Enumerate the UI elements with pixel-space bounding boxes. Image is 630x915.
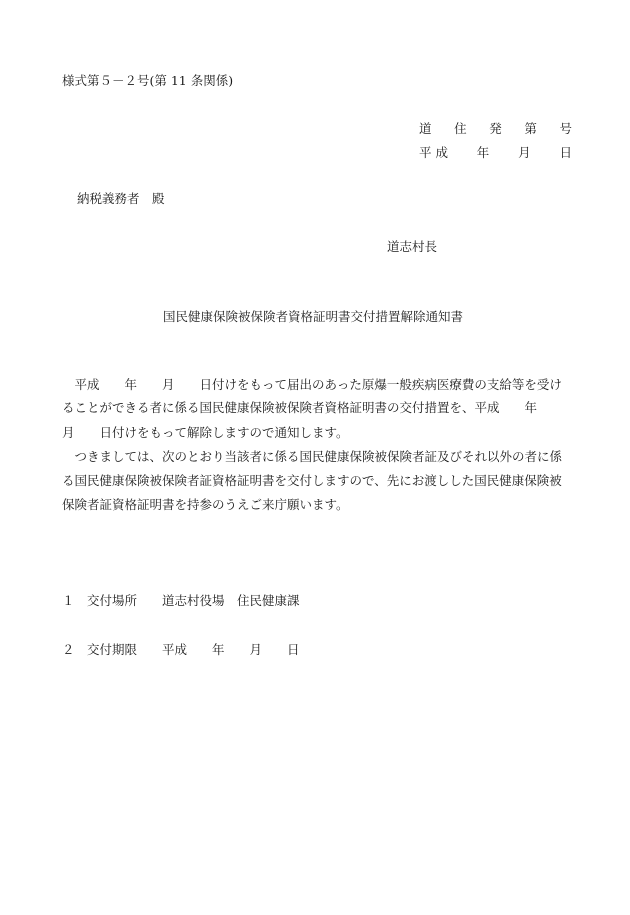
body-line: る国民健康保険被保険者証資格証明書を交付しますので、先にお渡しした国民健康保険被 [62,473,562,488]
body-line: 保険者証資格証明書を持参のうえご来庁願います。 [62,497,349,512]
reference-number-part: 号 [559,121,572,136]
document-title: 国民健康保険被保険者資格証明書交付措置解除通知書 [163,309,464,324]
issue-date-part: 月 [518,145,531,160]
form-number: 様式第５－２号(第 11 条関係) [62,73,234,88]
sender: 道志村長 [387,239,438,254]
body-line: 平成 年 月 日付けをもって届出のあった原爆一般疾病医療費の支給等を受け [62,377,562,392]
issue-date-part: 年 [476,145,490,160]
reference-number-part: 道 [419,121,432,136]
reference-number-part: 住 [454,121,467,136]
body-line: ることができる者に係る国民健康保険被保険者資格証明書の交付措置を、平成 年 [62,400,538,415]
reference-number [419,119,572,137]
addressee: 納税義務者 殿 [77,191,165,206]
reference-number-part: 発 [489,121,502,136]
delivery-deadline-item: ２ 交付期限 平成 年 月 日 [62,642,300,657]
issue-date-part: 平 成 [419,145,448,160]
issue-date [419,143,572,161]
issue-date-part: 日 [559,145,572,160]
body-line: 月 日付けをもって解除しますので通知します。 [62,425,349,440]
body-line: つきましては、次のとおり当該者に係る国民健康保険被保険者証及びそれ以外の者に係 [62,449,563,464]
reference-number-part: 第 [524,121,537,136]
delivery-location-item: １ 交付場所 道志村役場 住民健康課 [62,593,300,608]
